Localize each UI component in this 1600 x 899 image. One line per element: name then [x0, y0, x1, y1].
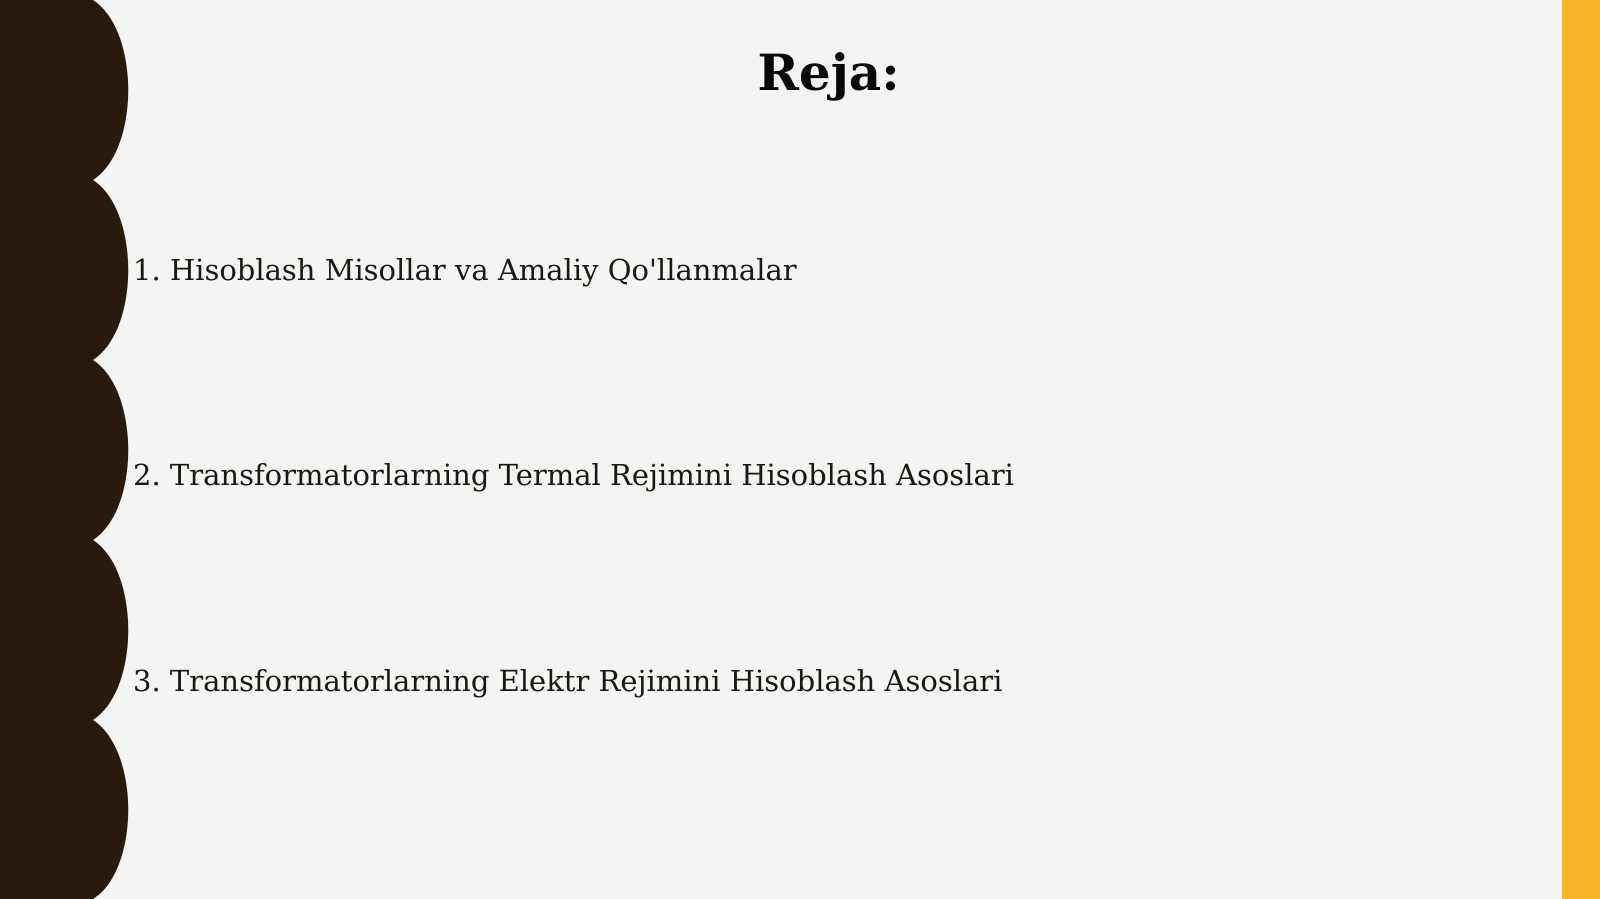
agenda-item-text: Transformatorlarning Termal Rejimini Hisoblash Asoslari	[169, 458, 1014, 492]
right-accent-bar	[1562, 0, 1600, 899]
agenda-item-3	[133, 661, 1002, 701]
agenda-item-number: 2.	[133, 458, 161, 492]
agenda-item-number: 3.	[133, 664, 161, 698]
agenda-item-number: 1.	[133, 253, 161, 287]
wavy-left-band	[0, 0, 140, 899]
slide-title: Reja:	[757, 43, 900, 102]
agenda-item-1	[133, 250, 797, 290]
agenda-item-text: Transformatorlarning Elektr Rejimini Hisoblash Asoslari	[169, 664, 1003, 698]
agenda-item-text: Hisoblash Misollar va Amaliy Qo'llanmalar	[169, 253, 797, 287]
agenda-item-2	[133, 455, 1014, 495]
